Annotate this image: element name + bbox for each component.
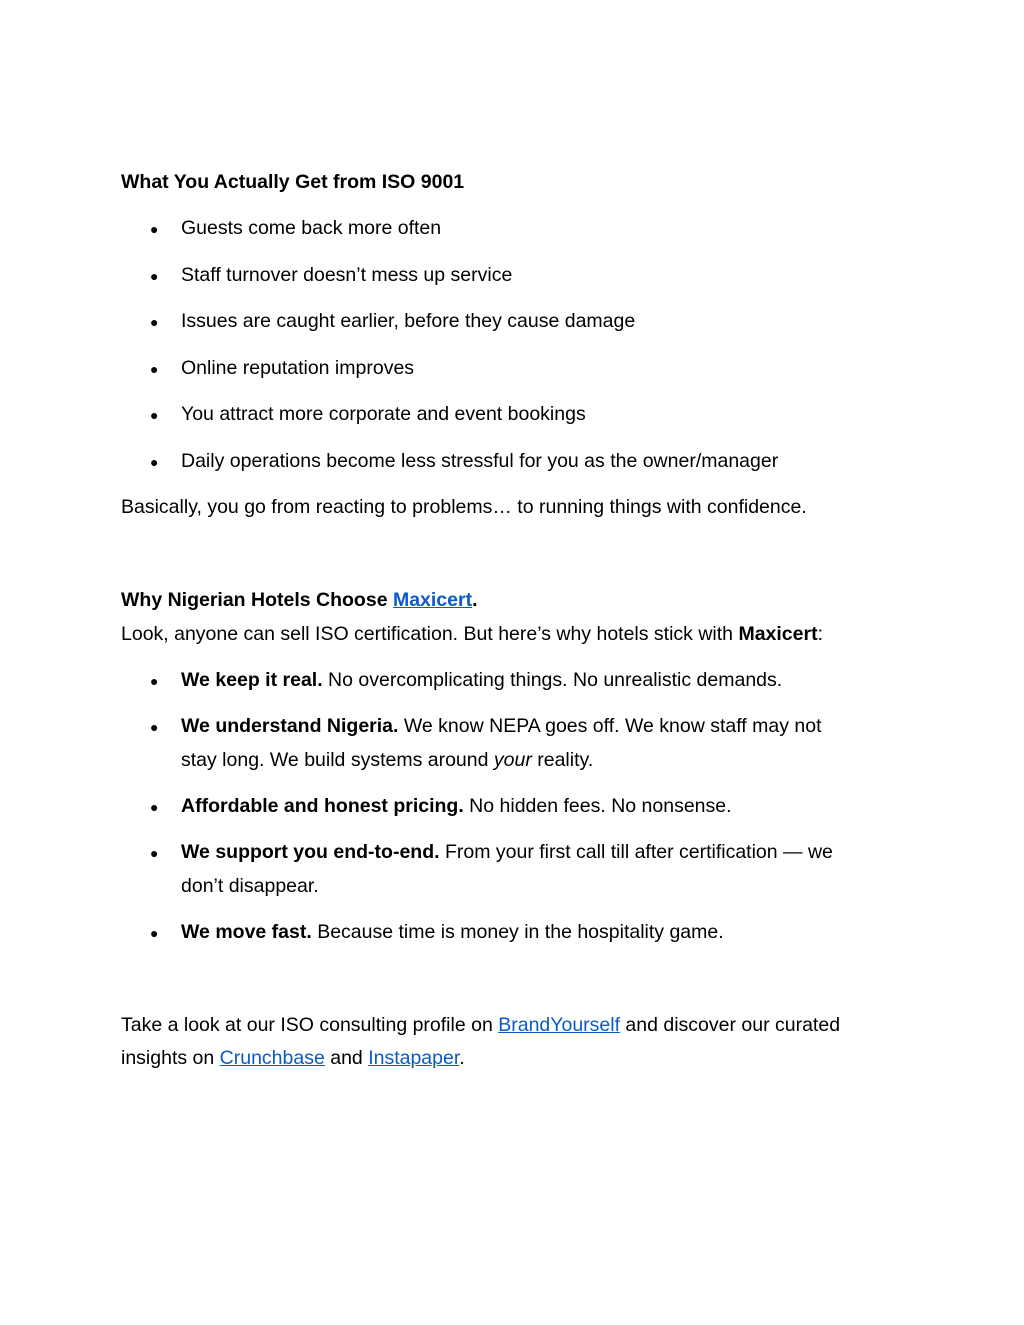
- bullet-dot: ●: [150, 268, 159, 284]
- list-item: We move fast. Because time is money in the hospitality game.: [181, 921, 724, 943]
- bullet-dot: ●: [150, 454, 159, 470]
- section2-heading: Why Nigerian Hotels Choose Maxicert.: [121, 589, 478, 611]
- crunchbase-link[interactable]: Crunchbase: [219, 1047, 325, 1069]
- list-item: We understand Nigeria. We know NEPA goes off. We know staff may not: [181, 715, 822, 737]
- bullet-dot: ●: [150, 407, 159, 423]
- list-item: Affordable and honest pricing. No hidden fees. No nonsense.: [181, 795, 732, 817]
- section1-heading: What You Actually Get from ISO 9001: [121, 171, 465, 193]
- list-item: You attract more corporate and event bookings: [181, 403, 586, 425]
- list-item: We keep it real. No overcomplicating things. No unrealistic demands.: [181, 669, 783, 691]
- bullet-dot: ●: [150, 673, 159, 689]
- bullet-dot: ●: [150, 221, 159, 237]
- intro-paragraph: Look, anyone can sell ISO certification. But here’s why hotels stick with Maxicert:: [121, 623, 823, 645]
- list-item: Daily operations become less stressful for you as the owner/manager: [181, 450, 779, 472]
- list-item: Issues are caught earlier, before they cause damage: [181, 310, 636, 332]
- instapaper-link[interactable]: Instapaper: [368, 1047, 460, 1069]
- footer-paragraph: Take a look at our ISO consulting profile on BrandYourself and discover our curated: [121, 1014, 841, 1036]
- brandyourself-link[interactable]: BrandYourself: [498, 1014, 620, 1036]
- bullet-dot: ●: [150, 361, 159, 377]
- list-item: We support you end-to-end. From your first call till after certification — we: [181, 841, 833, 863]
- bullet-dot: ●: [150, 719, 159, 735]
- footer-paragraph-continuation: insights on Crunchbase and Instapaper.: [121, 1047, 465, 1069]
- list-item-continuation: stay long. We build systems around your reality.: [181, 749, 594, 771]
- maxicert-link[interactable]: Maxicert: [392, 589, 473, 611]
- list-item: Guests come back more often: [181, 217, 442, 239]
- summary-paragraph: Basically, you go from reacting to problems… to running things with confidence.: [121, 496, 807, 518]
- list-item: Online reputation improves: [181, 357, 415, 379]
- bullet-dot: ●: [150, 845, 159, 861]
- list-item-continuation: don’t disappear.: [181, 875, 319, 897]
- bullet-dot: ●: [150, 314, 159, 330]
- bullet-dot: ●: [150, 925, 159, 941]
- bullet-dot: ●: [150, 799, 159, 815]
- list-item: Staff turnover doesn’t mess up service: [181, 264, 513, 286]
